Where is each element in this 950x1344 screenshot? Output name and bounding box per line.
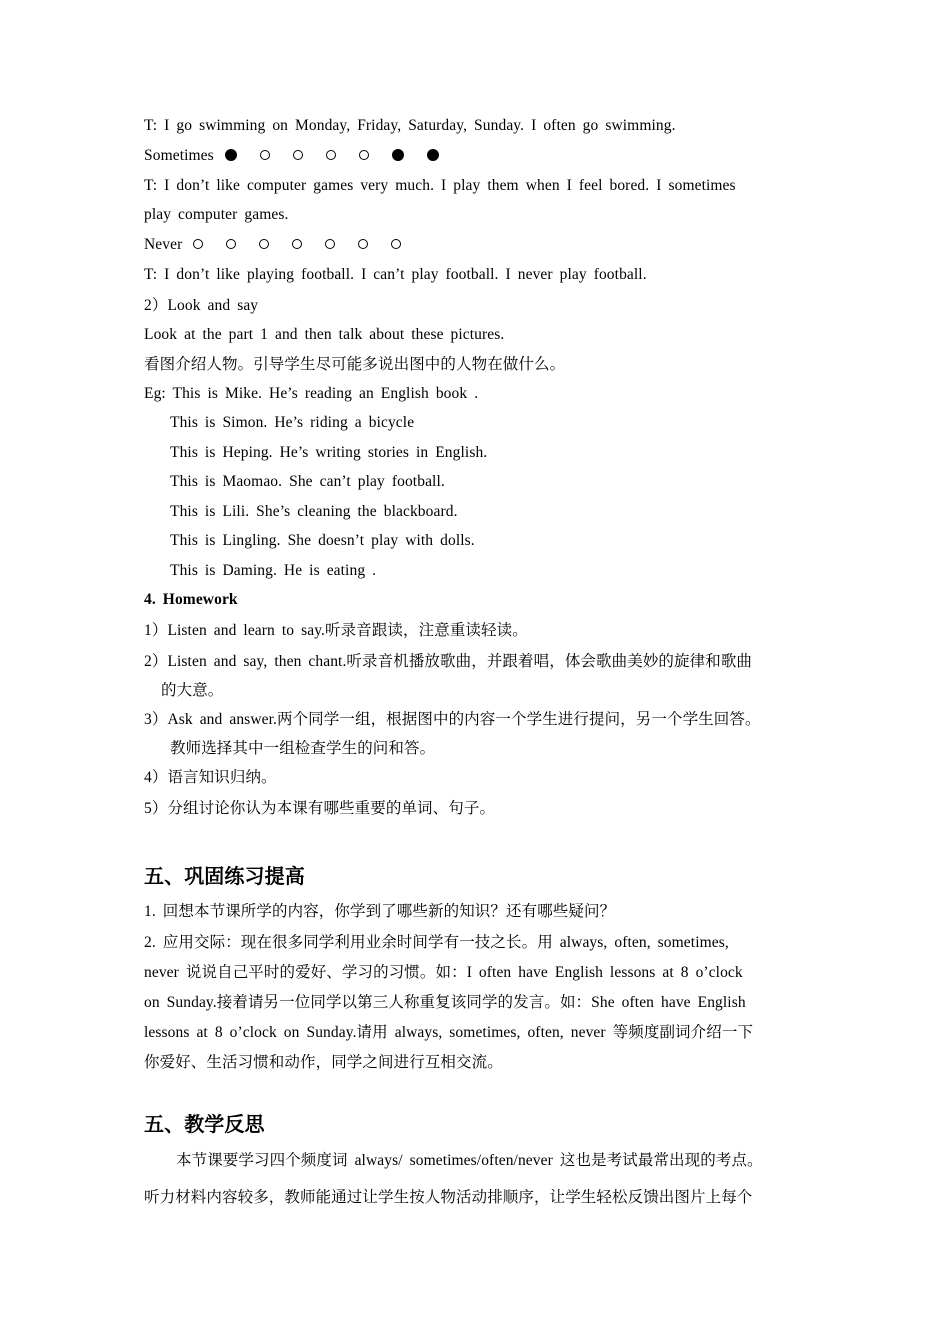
consolidation-item-2: 2. 应用交际：现在很多同学利用业余时间学有一技之长。用 always, often, sometimes,: [144, 934, 729, 951]
never-label: Never: [144, 236, 183, 253]
example-lingling: This is Lingling. She doesn’t play with dolls.: [170, 532, 475, 549]
empty-circle-icon: [193, 239, 203, 249]
empty-circle-icon: [259, 239, 269, 249]
homework-item-2: 2）Listen and say, then chant.听录音机播放歌曲，并跟着唱，体会歌曲美妙的旋律和歌曲: [144, 653, 753, 670]
reflection-paragraph-line-1: 本节课要学习四个频度词 always/ sometimes/often/never 这也是考试最常出现的考点。: [176, 1152, 763, 1169]
example-heping: This is Heping. He’s writing stories in English.: [170, 444, 488, 461]
consolidation-item-1: 1. 回想本节课所学的内容，你学到了哪些新的知识？还有哪些疑问？: [144, 903, 616, 920]
example-simon: This is Simon. He’s riding a bicycle: [170, 414, 415, 431]
teacher-line-football: T: I don’t like playing football. I can’t play football. I never play football.: [144, 266, 647, 283]
look-and-say-heading: 2）Look and say: [144, 297, 259, 314]
empty-circle-icon: [292, 239, 302, 249]
empty-circle-icon: [358, 239, 368, 249]
sometimes-dots: [225, 146, 462, 166]
filled-circle-icon: [225, 149, 237, 161]
sometimes-label: Sometimes: [144, 147, 214, 164]
example-lili: This is Lili. She’s cleaning the blackboard.: [170, 503, 458, 520]
consolidation-item-2-line-2: never 说说自己平时的爱好、学习的习惯。如：I often have English lessons at 8 o’clock: [144, 964, 743, 981]
empty-circle-icon: [391, 239, 401, 249]
look-instruction-cn: 看图介绍人物。引导学生尽可能多说出图中的人物在做什么。: [144, 356, 566, 373]
empty-circle-icon: [226, 239, 236, 249]
teacher-line-computer: T: I don’t like computer games very much. I play them when I feel bored. I sometimes: [144, 177, 736, 194]
section-heading-consolidation: 五、巩固练习提高: [144, 864, 305, 888]
empty-circle-icon: [260, 150, 270, 160]
consolidation-item-2-line-4: lessons at 8 o’clock on Sunday.请用 always, sometimes, often, never 等频度副词介绍一下: [144, 1024, 754, 1041]
homework-item-1: 1）Listen and learn to say.听录音跟读，注意重读轻读。: [144, 622, 528, 639]
sometimes-row: [144, 146, 462, 166]
empty-circle-icon: [359, 150, 369, 160]
homework-item-2-cont: 的大意。: [161, 682, 224, 699]
homework-item-5: 5）分组讨论你认为本课有哪些重要的单词、句子。: [144, 800, 496, 817]
look-at-part-line: Look at the part 1 and then talk about these pictures.: [144, 326, 505, 343]
homework-item-3-cont: 教师选择其中一组检查学生的问和答。: [170, 740, 436, 757]
example-maomao: This is Maomao. She can’t play football.: [170, 473, 445, 490]
empty-circle-icon: [325, 239, 335, 249]
example-daming: This is Daming. He is eating .: [170, 562, 377, 579]
section-heading-reflection: 五、教学反思: [144, 1112, 265, 1136]
example-line: Eg: This is Mike. He’s reading an English book .: [144, 385, 479, 402]
homework-heading: 4. Homework: [144, 591, 238, 608]
consolidation-item-2-line-5: 你爱好、生活习惯和动作，同学之间进行互相交流。: [144, 1054, 503, 1071]
empty-circle-icon: [293, 150, 303, 160]
teacher-line-computer-cont: play computer games.: [144, 206, 289, 223]
consolidation-item-2-line-3: on Sunday.接着请另一位同学以第三人称重复该同学的发言。如：She often have English: [144, 994, 746, 1011]
never-dots: [193, 235, 424, 255]
filled-circle-icon: [427, 149, 439, 161]
homework-item-3: 3）Ask and answer.两个同学一组，根据图中的内容一个学生进行提问，另一个学生回答。: [144, 711, 761, 728]
reflection-paragraph-line-2: 听力材料内容较多，教师能通过让学生按人物活动排顺序，让学生轻松反馈出图片上每个: [144, 1189, 753, 1206]
teacher-line-swimming: T: I go swimming on Monday, Friday, Saturday, Sunday. I often go swimming.: [144, 117, 676, 134]
filled-circle-icon: [392, 149, 404, 161]
homework-item-4: 4）语言知识归纳。: [144, 769, 277, 786]
empty-circle-icon: [326, 150, 336, 160]
never-row: [144, 235, 424, 255]
